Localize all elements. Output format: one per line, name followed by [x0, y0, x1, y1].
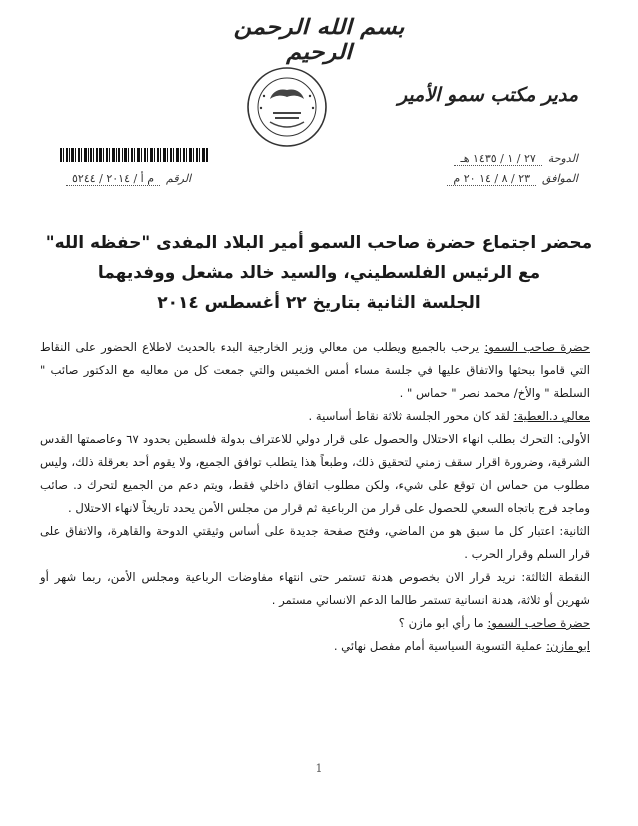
paragraph: الأولى: التحرك بطلب انهاء الاحتلال والحصول على قرار دولي للاعتراف بدولة فلسطين بحدود ٦٧ وعاصمتها القدس الشرقية، وضرورة اقرار سقف زمني لتحقيق ذلك، وطبعاً هذا يتطلب توافق الجميع، ولا يقوم أحد بعرقلة ذلك، وليس مطلوب من حماس ان توقع على شيء، ولكن مطلوب اتفاق داخلي فقط، ويتم دعم من الجميع لتحرك د. صائب وماجد فرج باتجاه السعي للحصول على قرار من الرباعية ثم قرار من مجلس الأمن يحدد تاريخاً لانهاء الاحتلال . [40, 432, 590, 515]
basmala-calligraphy: بسم الله الرحمن الرحيم [233, 14, 405, 64]
page-number: 1 [315, 762, 323, 775]
paragraph [40, 405, 590, 428]
speaker-label: ابو مازن: [546, 639, 590, 653]
speaker-label: حضرة صاحب السمو: [487, 616, 590, 630]
paragraph-text: لقد كان محور الجلسة ثلاثة نقاط أساسية . [308, 409, 514, 423]
hijri-date-row [454, 152, 578, 166]
emiri-diwan-seal-icon [246, 66, 328, 148]
office-director-signature: مدير مكتب سمو الأمير [397, 84, 578, 106]
title-line-3: الجلسة الثانية بتاريخ ٢٢ أغسطس ٢٠١٤ [157, 293, 481, 313]
title-line-2: مع الرئيس الفلسطيني، والسيد خالد مشعل ووفديهما [97, 263, 541, 283]
speaker-label: حضرة صاحب السمو: [484, 340, 590, 354]
doha-label: الدوحة [547, 152, 578, 165]
gregorian-date: ٢٣ / ٨ / ١٤ ٢٠ م [447, 172, 536, 186]
paragraph [40, 612, 590, 635]
reference-number: م أ / ٢٠١٤ / ٥٢٤٤ [66, 172, 160, 186]
title-line-1: محضر اجتماع حضرة صاحب السمو أمير البلاد المفدى "حفظه الله" [45, 233, 593, 253]
paragraph [40, 336, 590, 405]
paragraph-text: يرحب بالجميع ويطلب من معالي وزير الخارجية البدء بالحديث لاطلاع الحضور على النقاط التي قاموا ببحثها والاتفاق عليها في جلسة مساء أمس الخميس والتي جمعت كل من معاليه مع الدكتور صائب " السلطة " والأخ/ محمد نصر " حماس " . [40, 340, 590, 400]
paragraph: الثانية: اعتبار كل ما سبق هو من الماضي، وفتح صفحة جديدة على أساس وثيقتي الدوحة والقاهرة، والاتفاق على قرار السلم وقرار الحرب . [40, 524, 590, 561]
paragraph-text: ما رأي ابو مازن ؟ [398, 616, 488, 630]
paragraph: النقطة الثالثة: نريد قرار الان بخصوص هدنة تستمر حتى انتهاء مفاوضات الرباعية ومجلس الأمن، ربما شهر أو شهرين أو ثلاثة، هدنة انسانية تستمر طالما الدعم الانساني مستمر . [40, 570, 590, 607]
minutes-body [40, 336, 590, 658]
hijri-date: ٢٧ / ١ / ١٤٣٥ هـ [454, 152, 541, 166]
number-label: الرقم [166, 172, 192, 185]
paragraph-text: عملية التسوية السياسية أمام مفصل نهائي . [333, 639, 547, 653]
barcode-icon [60, 148, 208, 162]
document-title [40, 228, 598, 318]
speaker-label: معالي د.العطية: [513, 409, 590, 423]
gregorian-date-row [447, 172, 578, 186]
paragraph [40, 635, 590, 658]
reference-number-row [66, 172, 191, 186]
corresponding-label: الموافق [542, 172, 578, 185]
